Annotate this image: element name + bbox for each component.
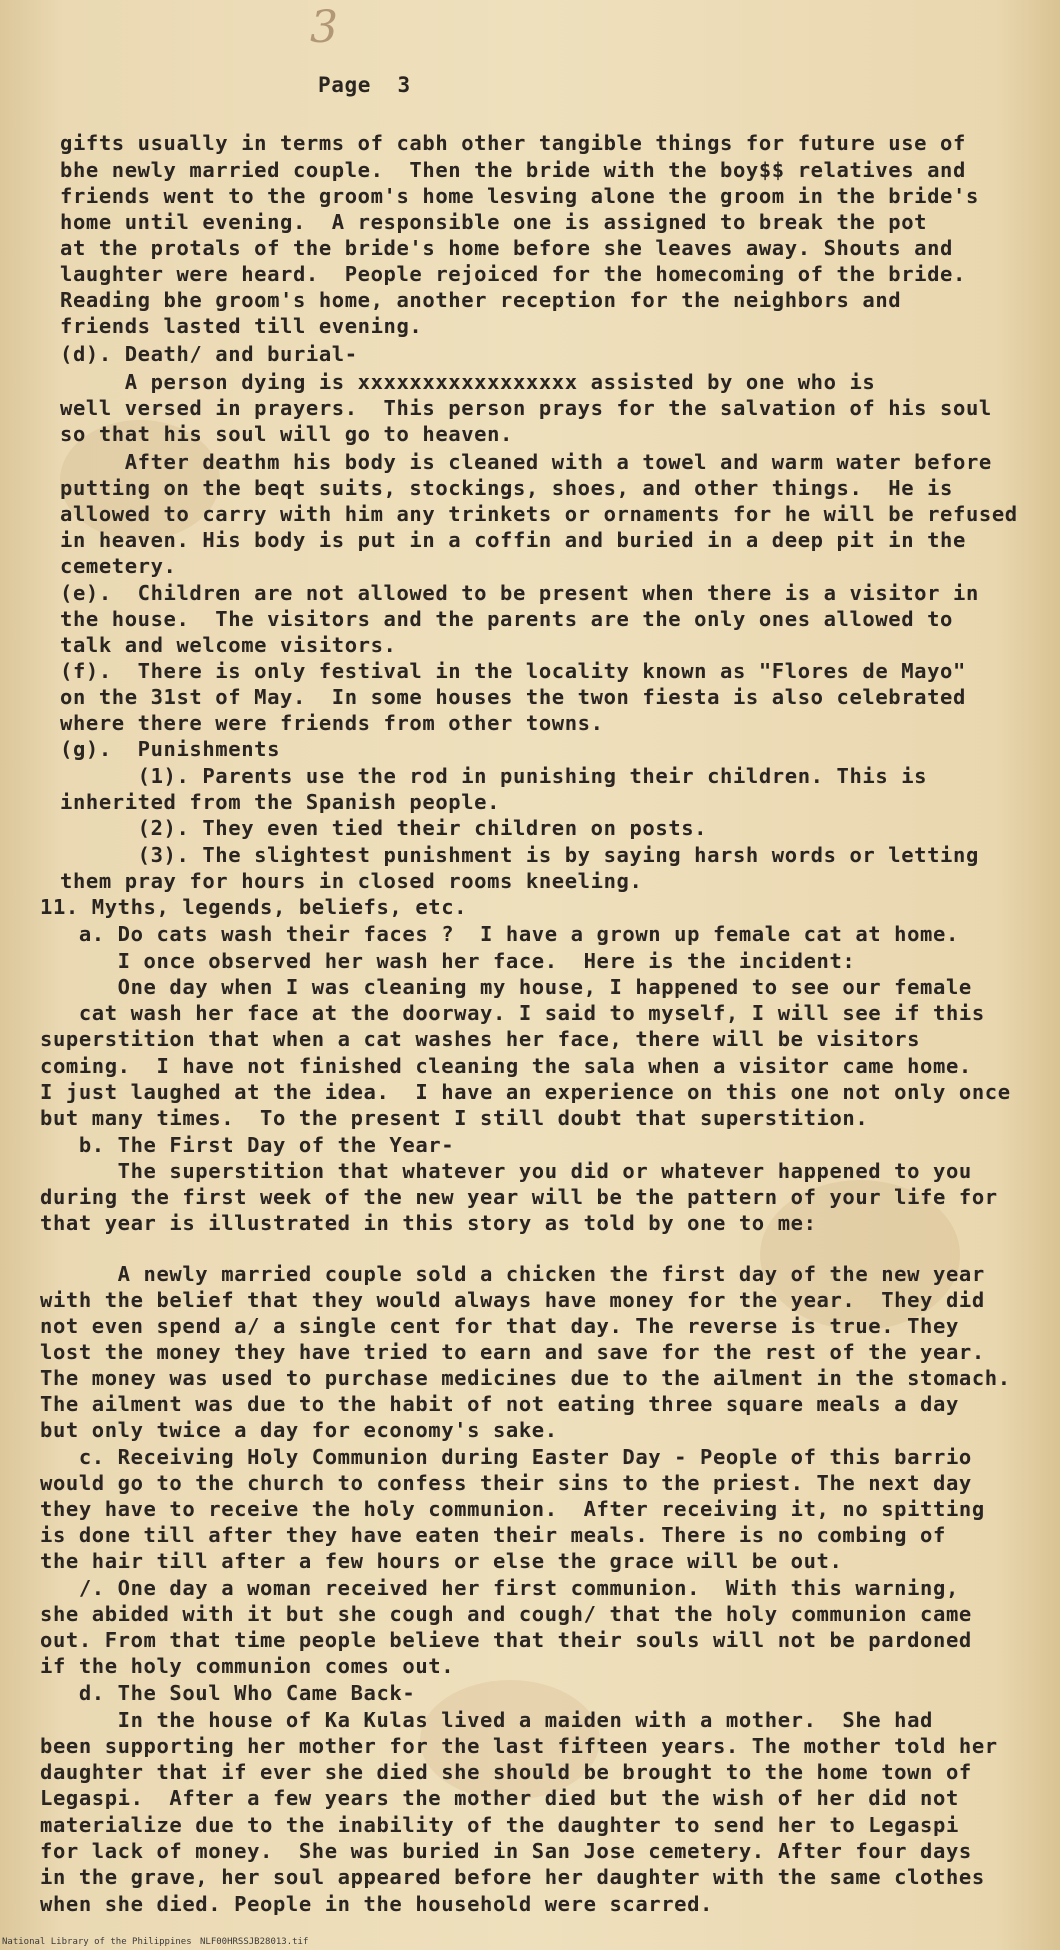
text-line: allowed to carry with him any trinkets or ornaments for he will be refused [60, 502, 1018, 526]
text-line: After deathm his body is cleaned with a towel and warm water before [60, 450, 992, 474]
text-line: with the belief that they would always have money for the year. They did [40, 1288, 985, 1312]
text-line: inherited from the Spanish people. [60, 790, 501, 814]
handwritten-page-mark: 3 [310, 2, 338, 53]
text-line: putting on the beqt suits, stockings, shoes, and other things. He is [60, 476, 954, 500]
text-line: lost the money they have tried to earn and save for the rest of the year. [40, 1340, 985, 1364]
text-line: that year is illustrated in this story as told by one to me: [40, 1211, 817, 1235]
text-line: out. From that time people believe that their souls will not be pardoned [40, 1628, 972, 1652]
text-line: on the 31st of May. In some houses the twon fiesta is also celebrated [60, 685, 966, 709]
text-line: is done till after they have eaten their meals. There is no combing of [40, 1523, 946, 1547]
text-line: them pray for hours in closed rooms kneeling. [60, 869, 643, 893]
text-line: I once observed her wash her face. Here is the incident: [40, 949, 856, 973]
text-line: 11. Myths, legends, beliefs, etc. [40, 895, 468, 919]
text-line: but many times. To the present I still doubt that superstition. [40, 1106, 869, 1130]
text-line: (1). Parents use the rod in punishing their children. This is [60, 764, 928, 788]
page-number: Page 3 [318, 73, 411, 97]
text-line: daughter that if ever she died she should be brought to the home town of [40, 1760, 972, 1784]
text-line: A newly married couple sold a chicken the first day of the new year [40, 1262, 985, 1286]
text-line: (3). The slightest punishment is by saying harsh words or letting [60, 843, 979, 867]
text-line: for lack of money. She was buried in San Jose cemetery. After four days [40, 1839, 972, 1863]
text-line: /. One day a woman received her first communion. With this warning, [40, 1576, 959, 1600]
text-line: where there were friends from other towns. [60, 711, 604, 735]
text-line: the house. The visitors and the parents are the only ones allowed to [60, 607, 954, 631]
text-line: c. Receiving Holy Communion during Easter Day - People of this barrio [40, 1445, 972, 1469]
text-line: bhe newly married couple. Then the bride with the boy$$ relatives and [60, 158, 966, 182]
text-line: In the house of Ka Kulas lived a maiden with a mother. She had [40, 1708, 934, 1732]
text-line: I just laughed at the idea. I have an experience on this one not only once [40, 1080, 1011, 1104]
text-line: (f). There is only festival in the locality known as "Flores de Mayo" [60, 659, 966, 683]
text-line: (2). They even tied their children on posts. [60, 816, 708, 840]
text-line: (g). Punishments [60, 737, 281, 761]
footer-filename: NLF00HRSSJB28013.tif [200, 1937, 309, 1947]
text-line: would go to the church to confess their sins to the priest. The next day [40, 1471, 972, 1495]
text-line: so that his soul will go to heaven. [60, 422, 513, 446]
text-line: friends lasted till evening. [60, 314, 423, 338]
text-line: when she died. People in the household were scarred. [40, 1892, 713, 1916]
text-line: she abided with it but she cough and cough/ that the holy communion came [40, 1602, 972, 1626]
text-line: been supporting her mother for the last fifteen years. The mother told her [40, 1734, 998, 1758]
text-line: cemetery. [60, 554, 177, 578]
text-line: the hair till after a few hours or else the grace will be out. [40, 1549, 843, 1573]
text-line: A person dying is xxxxxxxxxxxxxxxxx assisted by one who is [60, 370, 876, 394]
text-line: if the holy communion comes out. [40, 1654, 455, 1678]
text-line: coming. I have not finished cleaning the sala when a visitor came home. [40, 1054, 972, 1078]
text-line: during the first week of the new year will be the pattern of your life for [40, 1185, 998, 1209]
footer-library: National Library of the Philippines [2, 1937, 192, 1947]
text-line: but only twice a day for economy's sake. [40, 1418, 558, 1442]
text-line: The ailment was due to the habit of not eating three square meals a day [40, 1392, 959, 1416]
text-line: b. The First Day of the Year- [40, 1133, 455, 1157]
text-line: One day when I was cleaning my house, I happened to see our female [40, 975, 972, 999]
text-line: superstition that when a cat washes her face, there will be visitors [40, 1027, 921, 1051]
text-line: in heaven. His body is put in a coffin and buried in a deep pit in the [60, 528, 966, 552]
text-line: talk and welcome visitors. [60, 633, 397, 657]
text-line: a. Do cats wash their faces ? I have a grown up female cat at home. [40, 922, 959, 946]
text-line: Reading bhe groom's home, another reception for the neighbors and [60, 288, 902, 312]
text-line: home until evening. A responsible one is assigned to break the pot [60, 210, 928, 234]
text-line: laughter were heard. People rejoiced for the homecoming of the bride. [60, 262, 966, 286]
text-line: d. The Soul Who Came Back- [40, 1681, 416, 1705]
text-line: cat wash her face at the doorway. I said to myself, I will see if this [40, 1001, 985, 1025]
text-line: Legaspi. After a few years the mother died but the wish of her did not [40, 1786, 959, 1810]
text-line: friends went to the groom's home lesving alone the groom in the bride's [60, 184, 979, 208]
text-line: gifts usually in terms of cabh other tangible things for future use of [60, 131, 966, 155]
text-line: materialize due to the inability of the daughter to send her to Legaspi [40, 1813, 959, 1837]
text-line: in the grave, her soul appeared before her daughter with the same clothes [40, 1865, 985, 1889]
text-line: The money was used to purchase medicines due to the ailment in the stomach. [40, 1366, 1011, 1390]
text-line: not even spend a/ a single cent for that day. The reverse is true. They [40, 1314, 959, 1338]
text-line: they have to receive the holy communion. After receiving it, no spitting [40, 1497, 985, 1521]
text-line: (d). Death/ and burial- [60, 342, 358, 366]
text-line: The superstition that whatever you did or whatever happened to you [40, 1159, 972, 1183]
text-line: at the protals of the bride's home before she leaves away. Shouts and [60, 236, 954, 260]
text-line: (e). Children are not allowed to be present when there is a visitor in [60, 581, 979, 605]
text-line: well versed in prayers. This person prays for the salvation of his soul [60, 396, 992, 420]
